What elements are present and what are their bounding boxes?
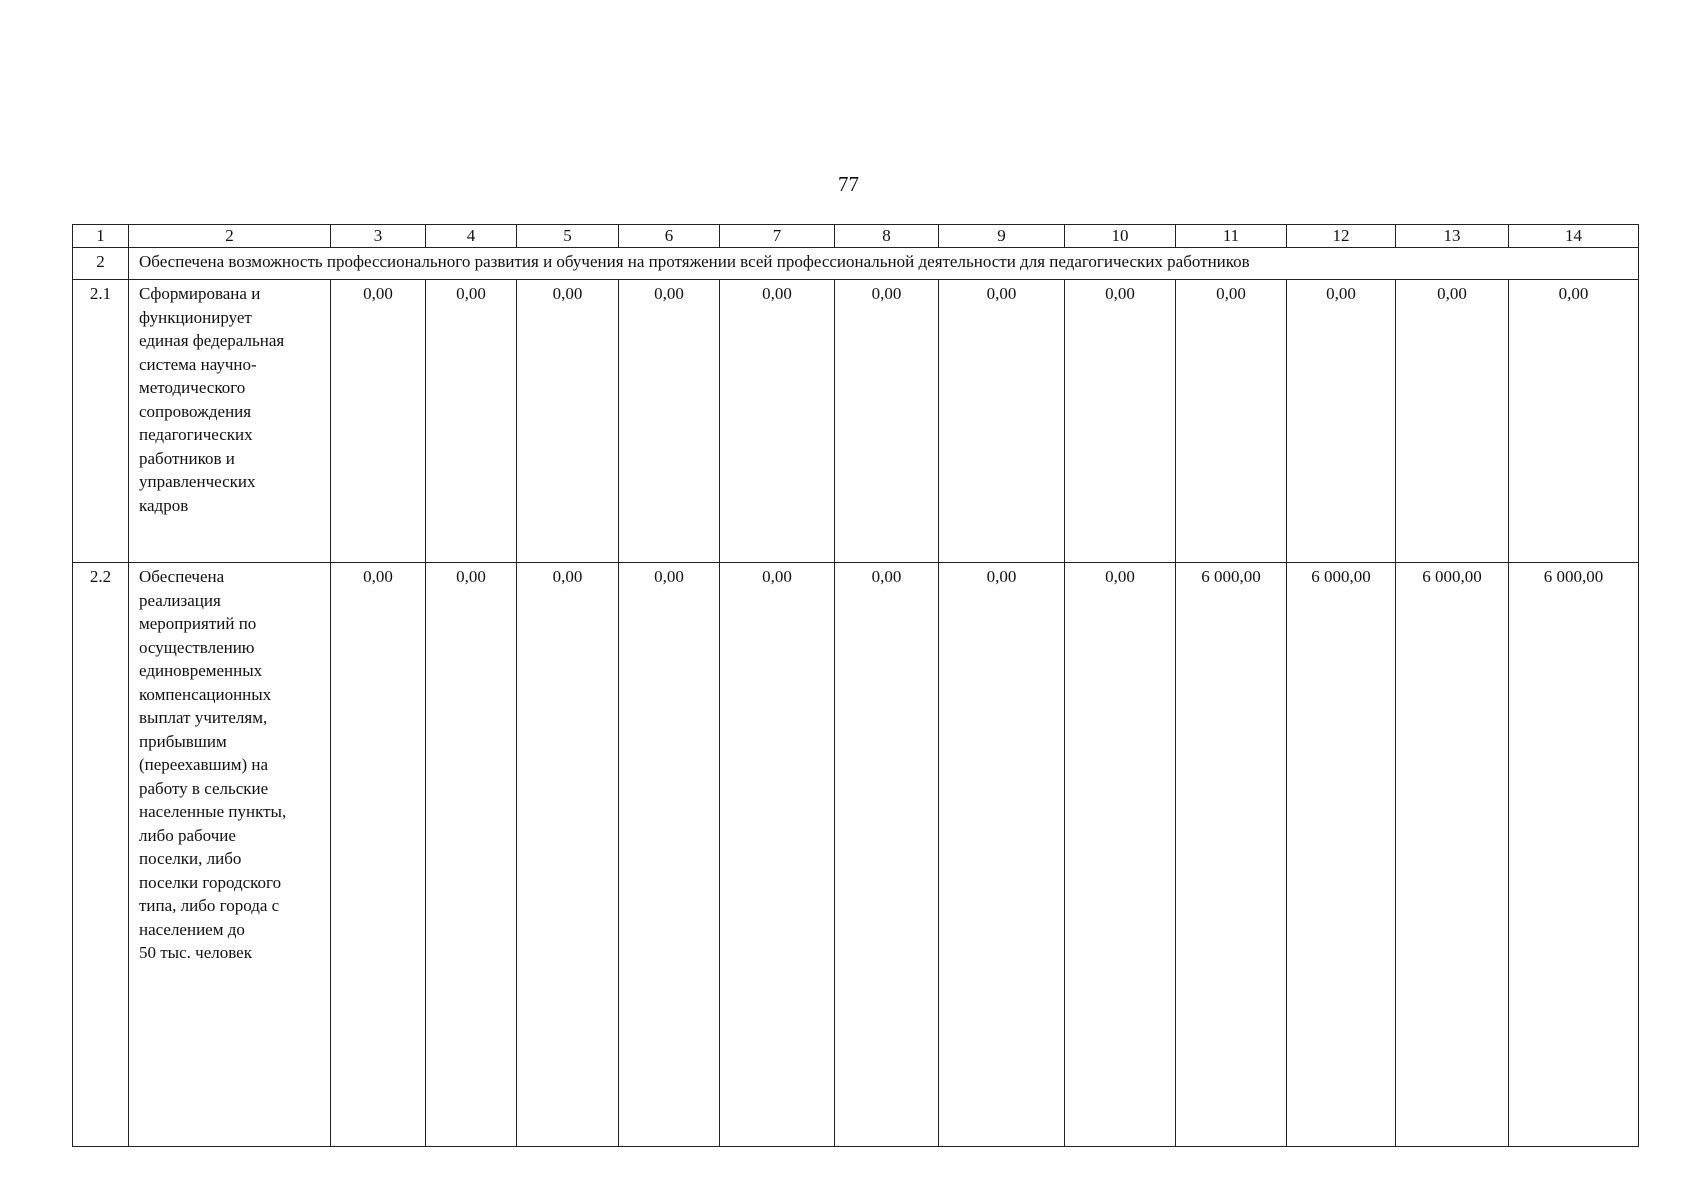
column-number: 14 xyxy=(1509,225,1639,248)
description-line: 50 тыс. человек xyxy=(139,943,252,962)
column-number: 13 xyxy=(1396,225,1509,248)
column-number: 8 xyxy=(835,225,939,248)
row-description xyxy=(129,280,331,563)
description-line: Сформирована и xyxy=(139,284,261,303)
value-cell: 0,00 xyxy=(720,280,835,563)
column-number: 1 xyxy=(73,225,129,248)
column-number: 9 xyxy=(939,225,1065,248)
column-number: 12 xyxy=(1287,225,1396,248)
description-line: либо рабочие xyxy=(139,825,236,845)
value-cell: 0,00 xyxy=(939,563,1065,1147)
value-cell: 0,00 xyxy=(1176,280,1287,563)
description-line: Обеспечена xyxy=(139,567,225,586)
description-line: компенсационных xyxy=(139,684,272,704)
description-line: поселки городского xyxy=(139,872,282,892)
description-line: осуществлению xyxy=(139,637,255,657)
description-line: выплат учителям, xyxy=(139,708,268,727)
column-number: 4 xyxy=(426,225,517,248)
description-line: типа, либо города с xyxy=(139,896,280,915)
description-line: населенные пункты, xyxy=(139,802,287,821)
description-line: поселки, либо xyxy=(139,849,242,868)
value-cell: 0,00 xyxy=(331,563,426,1147)
column-number: 5 xyxy=(517,225,619,248)
description-line: управленческих xyxy=(139,472,256,491)
row-number: 2.1 xyxy=(73,280,129,563)
column-number: 11 xyxy=(1176,225,1287,248)
row-description xyxy=(129,563,331,1147)
description-line: система научно- xyxy=(139,354,257,374)
description-line: прибывшим xyxy=(139,731,227,751)
description-line: работников и xyxy=(139,448,235,468)
description-line: единовременных xyxy=(139,661,263,680)
page-number: 77 xyxy=(838,172,859,196)
value-cell: 6 000,00 xyxy=(1176,563,1287,1147)
column-number: 2 xyxy=(129,225,331,248)
value-cell: 0,00 xyxy=(835,563,939,1147)
table-row xyxy=(73,563,1639,1147)
description-line: мероприятий по xyxy=(139,614,257,633)
description-line: (переехавшим) на xyxy=(139,755,269,774)
value-cell: 0,00 xyxy=(331,280,426,563)
description-line: реализация xyxy=(139,590,221,610)
description-line: методического xyxy=(139,378,246,397)
value-cell: 0,00 xyxy=(426,563,517,1147)
description-line: единая федеральная xyxy=(139,331,285,350)
value-cell: 6 000,00 xyxy=(1396,563,1509,1147)
description-line: работу в сельские xyxy=(139,778,269,798)
value-cell: 0,00 xyxy=(619,280,720,563)
table-row xyxy=(73,280,1639,563)
value-cell: 0,00 xyxy=(517,280,619,563)
value-cell: 0,00 xyxy=(1065,563,1176,1147)
value-cell: 0,00 xyxy=(1287,280,1396,563)
value-cell: 0,00 xyxy=(939,280,1065,563)
budget-table xyxy=(72,224,1639,1147)
value-cell: 6 000,00 xyxy=(1509,563,1639,1147)
section-number: 2 xyxy=(73,248,129,280)
value-cell: 0,00 xyxy=(1396,280,1509,563)
value-cell: 0,00 xyxy=(517,563,619,1147)
value-cell: 0,00 xyxy=(426,280,517,563)
column-number: 10 xyxy=(1065,225,1176,248)
value-cell: 0,00 xyxy=(1509,280,1639,563)
row-number: 2.2 xyxy=(73,563,129,1147)
description-line: кадров xyxy=(139,495,189,515)
section-title: Обеспечена возможность профессионального развития и обучения на протяжении всей профессиональной деятельности для педагогических работников xyxy=(129,248,1639,280)
column-number: 7 xyxy=(720,225,835,248)
section-row xyxy=(73,248,1639,280)
value-cell: 0,00 xyxy=(720,563,835,1147)
description-line: педагогических xyxy=(139,425,253,444)
value-cell: 0,00 xyxy=(619,563,720,1147)
description-line: сопровождения xyxy=(139,401,252,421)
description-line: населением до xyxy=(139,919,245,939)
value-cell: 0,00 xyxy=(1065,280,1176,563)
column-number-row xyxy=(73,225,1639,248)
column-number: 6 xyxy=(619,225,720,248)
description-line: функционирует xyxy=(139,307,252,327)
column-number: 3 xyxy=(331,225,426,248)
value-cell: 6 000,00 xyxy=(1287,563,1396,1147)
value-cell: 0,00 xyxy=(835,280,939,563)
